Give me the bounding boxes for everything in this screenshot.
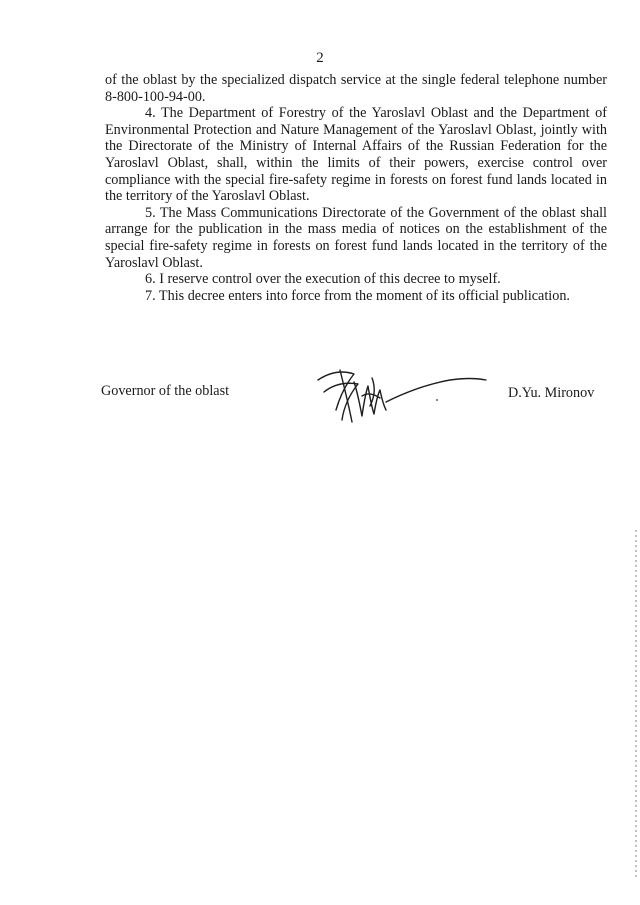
paragraph-item-5: 5. The Mass Communications Directorate of the Government of the oblast shall arrange for the publication in the mass media of notices on the establishment of the special fire-safety regime in forests on forest fund lands located in the territory of the Yaroslavl Oblast. [105,204,607,271]
paragraph-item-4: 4. The Department of Forestry of the Yaroslavl Oblast and the Department of Environmental Protection and Nature Management of the Yaroslavl Oblast, jointly with the Directorate of the Ministry of Internal Affairs of the Russian Federation for the Yaroslavl Oblast, shall, within the limits of their powers, exercise control over compliance with the special fire-safety regime in forests on forest fund lands located in the territory of the Yaroslavl Oblast. [105,105,607,205]
handwritten-signature [310,362,490,428]
decree-body [105,72,607,304]
paragraph-item-6: 6. I reserve control over the execution of this decree to myself. [145,271,501,288]
signatory-name: D.Yu. Mironov [508,385,595,401]
paragraph-item-7: 7. This decree enters into force from the moment of its official publication. [145,287,570,304]
signatory-title: Governor of the oblast [101,383,230,399]
scan-edge-artifact [634,530,638,880]
paragraph-continued: of the oblast by the specialized dispatch service at the single federal telephone number 8-800-100-94-00. [105,72,607,105]
page-number: 2 [316,50,324,66]
